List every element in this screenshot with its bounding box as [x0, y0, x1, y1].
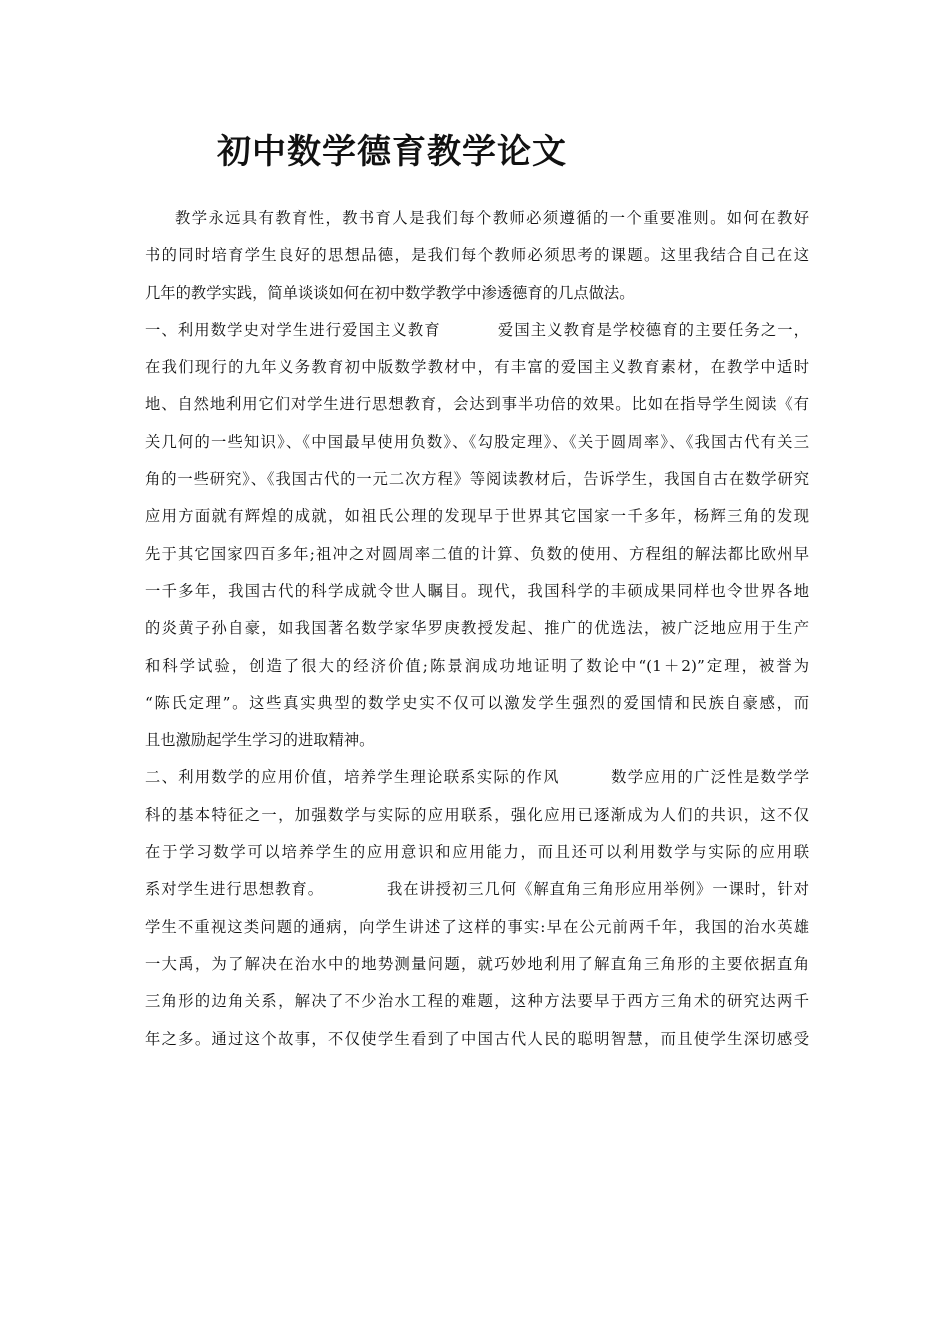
paragraph-line: 三角形的边角关系，解决了不少治水工程的难题，这种方法要早于西方三角术的研究达两千 [145, 992, 809, 1011]
paragraph-line: “陈氏定理”。这些真实典型的数学史实不仅可以激发学生强烈的爱国情和民族自豪感，而 [145, 693, 809, 712]
paragraph-line: 关几何的一些知识》、《中国最早使用负数》、《勾股定理》、《关于圆周率》、《我国古代有关三 [145, 432, 809, 451]
paragraph-line: 几年的教学实践，简单谈谈如何在初中数学教学中渗透德育的几点做法。 [145, 283, 635, 302]
document-title: 初中数学德育教学论文 [217, 132, 567, 172]
section-heading: 二、利用数学的应用价值，培养学生理论联系实际的作风 [145, 768, 560, 787]
paragraph-line: 书的同时培育学生良好的思想品德，是我们每个教师必须思考的课题。这里我结合自己在这 [145, 246, 809, 265]
paragraph-line: 的炎黄子孙自豪，如我国著名数学家华罗庚教授发起、推广的优选法，被广泛地应用于生产 [145, 619, 809, 638]
paragraph-text: 我在讲授初三几何《解直角三角形应用举例》一课时，针对 [385, 880, 809, 899]
document-body [145, 200, 809, 1058]
paragraph-line: 且也激励起学生学习的进取精神。 [145, 731, 375, 750]
paragraph-line: 教学永远具有教育性，教书育人是我们每个教师必须遵循的一个重要准则。如何在教好 [175, 209, 809, 227]
paragraph-line: 在我们现行的九年义务教育初中版数学教材中，有丰富的爱国主义教育素材，在教学中适时 [145, 358, 809, 377]
paragraph-line: 一大禹，为了解决在治水中的地势测量问题，就巧妙地利用了解直角三角形的主要依据直角 [145, 954, 809, 973]
paragraph-line: 应用方面就有辉煌的成就，如祖氏公理的发现早于世界其它国家一千多年，杨辉三角的发现 [145, 507, 809, 526]
paragraph-text: 数学应用的广泛性是数学学 [609, 768, 809, 787]
paragraph-line: 角的一些研究》、《我国古代的一元二次方程》等阅读教材后，告诉学生，我国自古在数学研究 [145, 470, 809, 489]
paragraph-line: 一千多年，我国古代的科学成就令世人瞩目。现代，我国科学的丰硕成果同样也令世界各地 [145, 581, 809, 600]
paragraph-line: 和科学试验，创造了很大的经济价值;陈景润成功地证明了数论中“(1＋2)”定理，被誉为 [145, 656, 809, 675]
paragraph-text: 爱国主义教育是学校德育的主要任务之一， [496, 320, 809, 339]
paragraph-line: 先于其它国家四百多年;祖冲之对圆周率二值的计算、负数的使用、方程组的解法都比欧州早 [145, 544, 809, 563]
paragraph-line: 在于学习数学可以培养学生的应用意识和应用能力，而且还可以利用数学与实际的应用联 [145, 843, 809, 862]
section-heading: 一、利用数学史对学生进行爱国主义教育 [145, 320, 441, 339]
paragraph-text: 系对学生进行思想教育。 [145, 880, 324, 899]
section-heading-line [145, 312, 809, 349]
paragraph-line [145, 871, 809, 908]
paragraph-line: 科的基本特征之一，加强数学与实际的应用联系，强化应用已逐渐成为人们的共识，这不仅 [145, 805, 809, 824]
section-heading-line [145, 759, 809, 796]
paragraph-line: 地、自然地利用它们对学生进行思想教育，会达到事半功倍的效果。比如在指导学生阅读《有 [145, 395, 809, 414]
paragraph-line: 年之多。通过这个故事，不仅使学生看到了中国古代人民的聪明智慧，而且使学生深切感受 [145, 1029, 809, 1048]
paragraph-line: 学生不重视这类问题的通病，向学生讲述了这样的事实:早在公元前两千年，我国的治水英雄 [145, 917, 809, 936]
